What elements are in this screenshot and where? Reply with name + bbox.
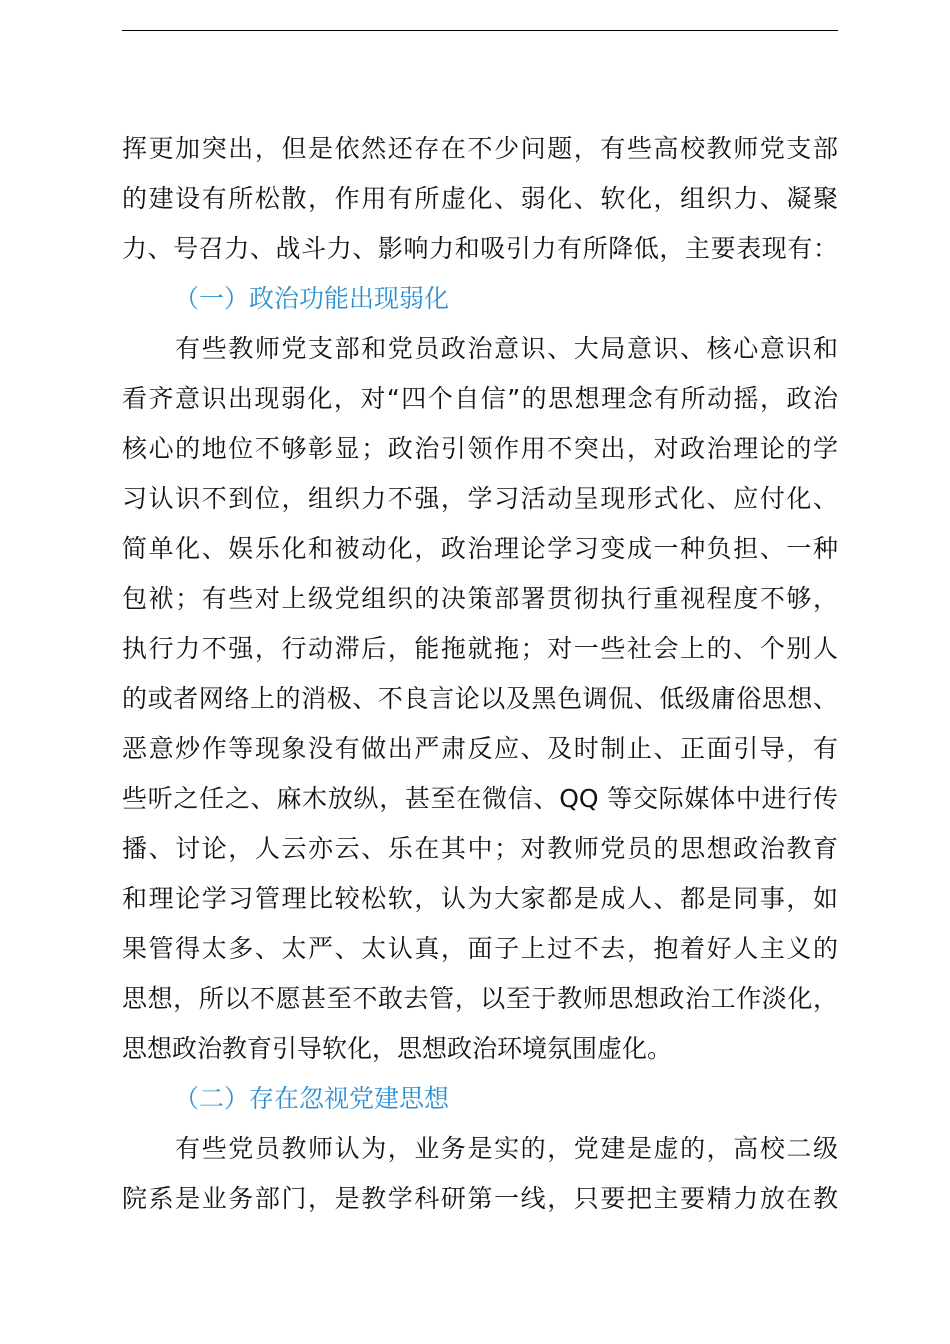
section-heading-1: （一）政治功能出现弱化: [174, 284, 450, 313]
paragraph-line: 执行力不强，行动滞后，能拖就拖；对一些社会上的、个别人: [122, 634, 838, 663]
intro-line: 挥更加突出，但是依然还存在不少问题，有些高校教师党支部: [122, 134, 838, 163]
paragraph-line: 包袱；有些对上级党组织的决策部署贯彻执行重视程度不够，: [122, 584, 838, 613]
paragraph-line: 思想政治教育引导软化，思想政治环境氛围虚化。: [122, 1034, 673, 1063]
paragraph-line: 有些教师党支部和党员政治意识、大局意识、核心意识和: [122, 334, 838, 363]
paragraph-line: 思想，所以不愿甚至不敢去管，以至于教师思想政治工作淡化，: [122, 984, 838, 1013]
document-body: [122, 124, 838, 1224]
section-heading-2: （二）存在忽视党建思想: [174, 1084, 450, 1113]
intro-line: 力、号召力、战斗力、影响力和吸引力有所降低，主要表现有：: [122, 234, 838, 263]
paragraph-line: 有些党员教师认为，业务是实的，党建是虚的，高校二级: [122, 1134, 838, 1163]
paragraph-line: 果管得太多、太严、太认真，面子上过不去，抱着好人主义的: [122, 934, 838, 963]
paragraph-line: 和理论学习管理比较松软，认为大家都是成人、都是同事，如: [122, 884, 838, 913]
intro-line: 的建设有所松散，作用有所虚化、弱化、软化，组织力、凝聚: [122, 184, 838, 213]
paragraph-line: 的或者网络上的消极、不良言论以及黑色调侃、低级庸俗思想、: [122, 684, 838, 713]
paragraph-line: 看齐意识出现弱化，对“四个自信”的思想理念有所动摇，政治: [122, 384, 838, 413]
paragraph-line: 些听之任之、麻木放纵，甚至在微信、QQ 等交际媒体中进行传: [122, 784, 838, 813]
paragraph-line: 恶意炒作等现象没有做出严肃反应、及时制止、正面引导，有: [122, 734, 838, 763]
header-rule: [122, 30, 838, 31]
paragraph-line: 简单化、娱乐化和被动化，政治理论学习变成一种负担、一种: [122, 534, 838, 563]
paragraph-line: 播、讨论，人云亦云、乐在其中；对教师党员的思想政治教育: [122, 834, 838, 863]
paragraph-line: 核心的地位不够彰显；政治引领作用不突出，对政治理论的学: [122, 434, 838, 463]
paragraph-line: 习认识不到位，组织力不强，学习活动呈现形式化、应付化、: [122, 484, 838, 513]
paragraph-line: 院系是业务部门，是教学科研第一线，只要把主要精力放在教: [122, 1184, 838, 1213]
